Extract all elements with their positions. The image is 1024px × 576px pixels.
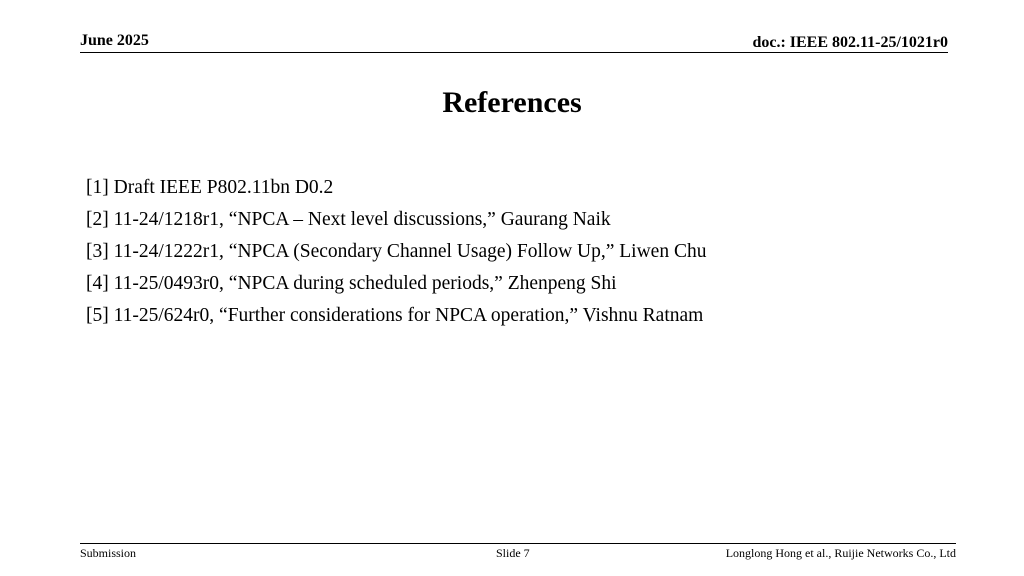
footer-authors: Longlong Hong et al., Ruijie Networks Co., Ltd	[725, 546, 956, 560]
reference-item: [4] 11-25/0493r0, “NPCA during scheduled periods,” Zhenpeng Shi	[86, 273, 617, 294]
reference-item: [2] 11-24/1218r1, “NPCA – Next level discussions,” Gaurang Naik	[86, 209, 611, 230]
footer-slide-number: Slide 7	[496, 546, 530, 560]
header-date: June 2025	[80, 32, 149, 49]
reference-item: [3] 11-24/1222r1, “NPCA (Secondary Channel Usage) Follow Up,” Liwen Chu	[86, 241, 707, 262]
header-divider	[80, 52, 948, 53]
footer-submission: Submission	[80, 546, 137, 560]
reference-list	[86, 172, 706, 332]
reference-item: [1] Draft IEEE P802.11bn D0.2	[86, 177, 334, 198]
reference-item: [5] 11-25/624r0, “Further considerations for NPCA operation,” Vishnu Ratnam	[86, 305, 704, 326]
footer-divider	[80, 543, 956, 544]
header-doc-id: doc.: IEEE 802.11-25/1021r0	[752, 34, 948, 51]
slide-title: References	[442, 86, 582, 119]
